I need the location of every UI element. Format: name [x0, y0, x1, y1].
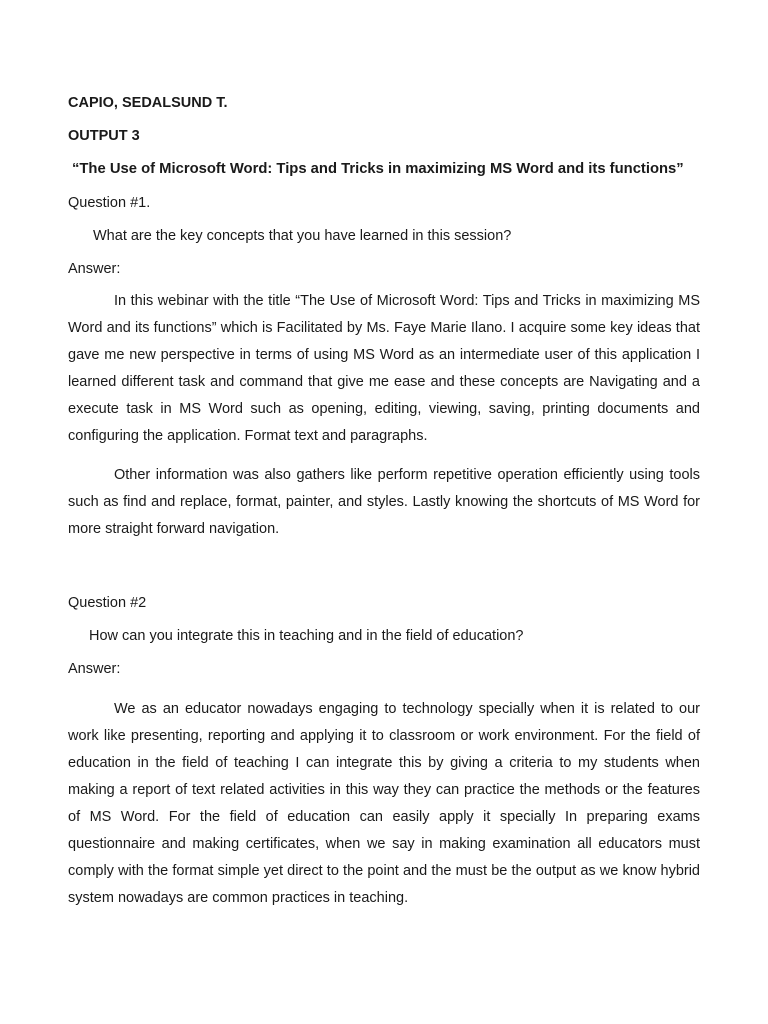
answer-1-paragraph-2: Other information was also gathers like perform repetitive operation efficiently using tools such as find and replace, format, painter, and styles. Lastly knowing the shortcuts of MS Word for more straight forward navigation. [68, 467, 700, 537]
question-2-label: Question #2 [68, 595, 147, 611]
question-1-label: Question #1. [68, 195, 151, 211]
answer-1-label: Answer: [68, 261, 121, 277]
question-2-text: How can you integrate this in teaching and in the field of education? [89, 628, 524, 644]
author-name: CAPIO, SEDALSUND T. [68, 95, 228, 111]
output-label: OUTPUT 3 [68, 128, 140, 144]
answer-1-paragraph-1: In this webinar with the title “The Use of Microsoft Word: Tips and Tricks in maximizing MS Word and its functions” which is Facilitated by Ms. Faye Marie Ilano. I acquire some key ideas that gave me new perspective in terms of using MS Word as an intermediate user of this application I learned different task and command that give me ease and these concepts are Navigating and a execute task in MS Word such as opening, editing, viewing, saving, printing documents and configuring the application. Format text and paragraphs. [68, 293, 700, 444]
document-title: “The Use of Microsoft Word: Tips and Tricks in maximizing MS Word and its functions” [72, 161, 684, 177]
question-1-text: What are the key concepts that you have learned in this session? [93, 228, 512, 244]
answer-2-label: Answer: [68, 661, 121, 677]
answer-2-paragraph-1: We as an educator nowadays engaging to technology specially when it is related to our work like presenting, reporting and applying it to classroom or work environment. For the field of education in the field of teaching I can integrate this by giving a criteria to my students when making a report of text related activities in this way they can practice the methods or the features of MS Word. For the field of education can easily apply it specially In preparing exams questionnaire and making certificates, when we say in making examination all educators must comply with the format simple yet direct to the point and the must be the output as we know hybrid system nowadays are common practices in teaching. [68, 701, 700, 906]
